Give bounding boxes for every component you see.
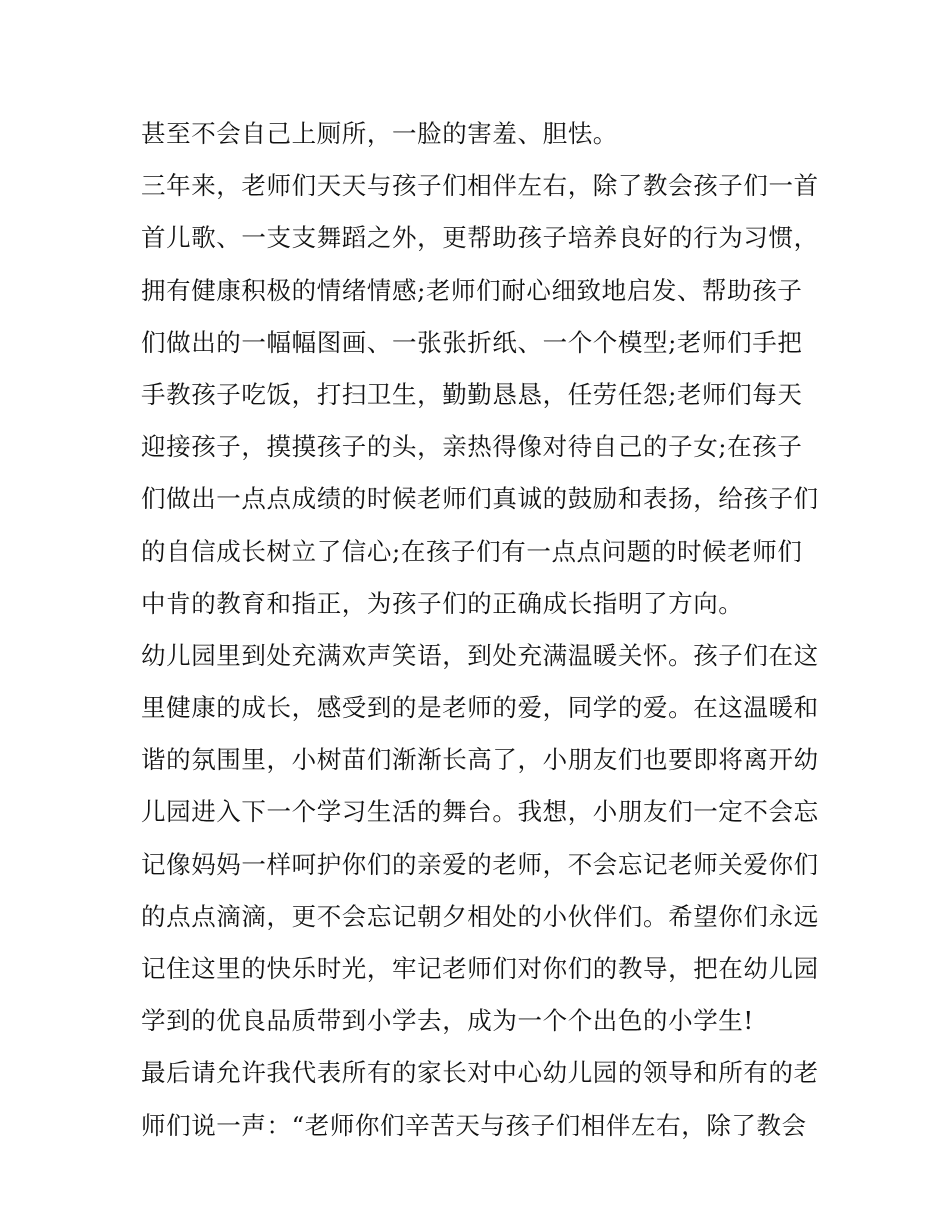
text-line: 最后请允许我代表所有的家长对中心幼儿园的领导和所有的老 [141, 1058, 819, 1088]
text-line: 迎接孩子，摸摸孩子的头，亲热得像对待自己的子女;在孩子 [141, 432, 803, 462]
text-line: 幼儿园里到处充满欢声笑语，到处充满温暖关怀。孩子们在这 [141, 640, 819, 670]
text-line: 首儿歌、一支支舞蹈之外，更帮助孩子培养良好的行为习惯， [141, 223, 819, 253]
text-line: 甚至不会自己上厕所，一脸的害羞、胆怯。 [141, 119, 618, 148]
text-line: 学到的优良品质带到小学去，成为一个个出色的小学生! [141, 1006, 754, 1036]
text-line: 手教孩子吃饭，打扫卫生，勤勤恳恳，任劳任怨;老师们每天 [141, 379, 803, 409]
text-line: 拥有健康积极的情绪情感;老师们耐心细致地启发、帮助孩子 [141, 275, 803, 305]
text-line: 里健康的成长，感受到的是老师的爱，同学的爱。在这温暖和 [141, 693, 819, 723]
text-line: 儿园进入下一个学习生活的舞台。我想，小朋友们一定不会忘 [141, 797, 819, 827]
document-body [141, 108, 831, 1152]
text-line: 记像妈妈一样呵护你们的亲爱的老师，不会忘记老师关爱你们 [141, 849, 819, 879]
text-line: 们做出的一幅幅图画、一张张折纸、一个个模型;老师们手把 [141, 327, 803, 357]
text-line: 们做出一点点成绩的时候老师们真诚的鼓励和表扬，给孩子们 [141, 484, 819, 514]
text-line: 中肯的教育和指正，为孩子们的正确成长指明了方向。 [141, 588, 744, 618]
text-line: 三年来，老师们天天与孩子们相伴左右，除了教会孩子们一首 [141, 171, 819, 201]
text-line: 师们说一声：“老师你们辛苦天与孩子们相伴左右，除了教会 [141, 1110, 807, 1140]
text-line: 的自信成长树立了信心;在孩子们有一点点问题的时候老师们 [141, 536, 803, 566]
text-line: 的点点滴滴，更不会忘记朝夕相处的小伙伴们。希望你们永远 [141, 901, 819, 931]
text-line: 记住这里的快乐时光，牢记老师们对你们的教导，把在幼儿园 [141, 954, 819, 983]
text-line: 谐的氛围里，小树苗们渐渐长高了，小朋友们也要即将离开幼 [141, 745, 819, 775]
